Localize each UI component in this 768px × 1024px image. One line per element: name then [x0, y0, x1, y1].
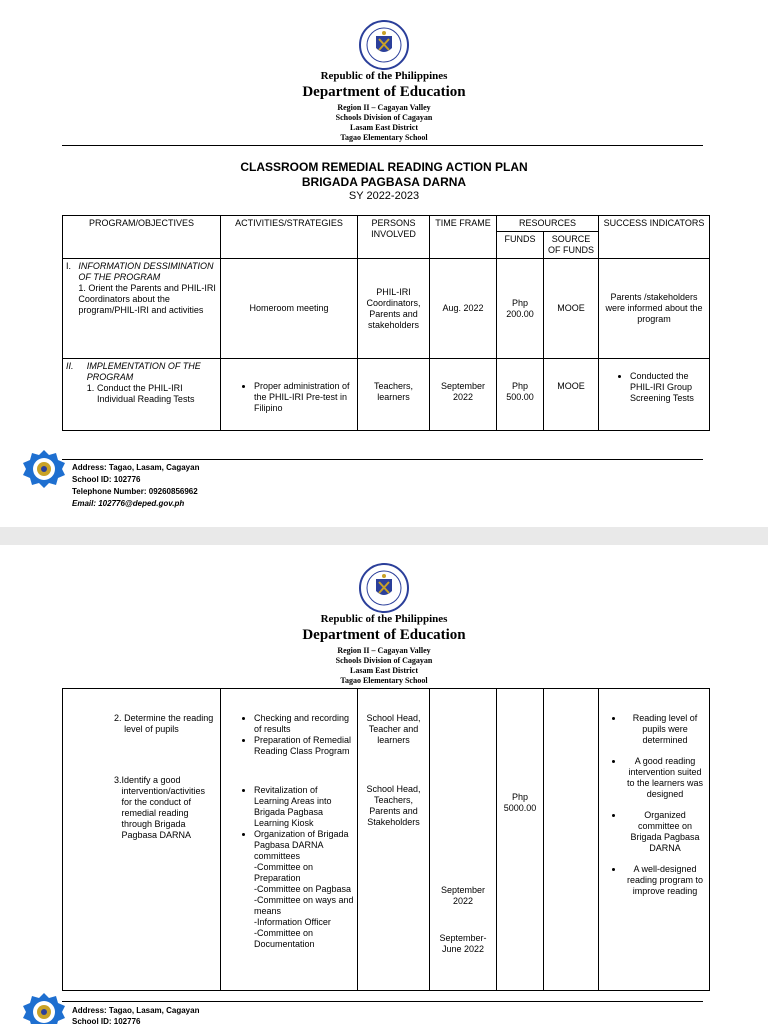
footer-phone: Telephone Number: 09260856962: [72, 487, 198, 496]
committee-item: -Committee on ways and means: [254, 895, 354, 916]
school-label: Tagao Elementary School: [340, 676, 428, 685]
program-cell: [63, 359, 221, 431]
committee-item: -Committee on Pagbasa: [254, 884, 352, 894]
footer-rule: [62, 459, 703, 460]
success-item: • A well-designed reading program to improve reading: [624, 864, 706, 897]
objective-text: 1. Orient the Parents and PHIL-IRI Coordinators about the program/PHIL-IRI and activities: [78, 283, 216, 315]
row-number: I.: [66, 261, 72, 271]
footer-rule: [62, 1001, 703, 1002]
plan-subtitle: BRIGADA PAGBASA DARNA: [301, 175, 467, 189]
region-label: Region II – Cagayan Valley: [337, 103, 431, 112]
program-cell: [63, 689, 221, 991]
objective-number: 3.: [114, 775, 122, 785]
region-label: Region II – Cagayan Valley: [337, 646, 431, 655]
objective-number: 2.: [114, 713, 122, 723]
persons-cell: PHIL-IRI Coordinators, Parents and stakeholders: [358, 259, 430, 359]
funds-cell: Php 500.00: [497, 359, 544, 431]
table-row: [63, 359, 710, 431]
persons-cell: Teachers, learners: [358, 359, 430, 431]
program-heading: INFORMATION DESSIMINATION OF THE PROGRAM: [78, 261, 214, 282]
source-cell: MOOE: [544, 259, 599, 359]
objective-text: Determine the reading level of pupils: [124, 713, 214, 734]
funds-cell: Php 200.00: [497, 259, 544, 359]
school-year: SY 2022-2023: [348, 190, 420, 202]
success-cell: [599, 359, 710, 431]
activity-text: Organization of Brigada Pagbasa DARNA committees: [254, 829, 349, 861]
republic-label: Republic of the Philippines: [320, 70, 448, 82]
division-label: Schools Division of Cagayan: [335, 113, 433, 122]
school-logo-icon: [22, 449, 66, 489]
time-text: September-June 2022: [439, 933, 487, 954]
success-cell: Parents /stakeholders were informed about the program: [599, 259, 710, 359]
footer-email: Email: 102776@deped.gov.ph: [72, 499, 185, 508]
activity-cell: [221, 689, 358, 991]
col-success: SUCCESS INDICATORS: [599, 216, 710, 259]
activity-item: • Revitalization of Learning Areas into Brigada Pagbasa Learning Kiosk: [254, 785, 354, 829]
action-plan-table-continued: [62, 688, 710, 991]
row-number: II.: [66, 361, 74, 371]
footer-address: Address: Tagao, Lasam, Cagayan: [72, 1006, 200, 1015]
col-time: TIME FRAME: [430, 216, 497, 259]
republic-label: Republic of the Philippines: [320, 613, 448, 625]
persons-text: School Head, Teacher and learners: [366, 713, 421, 745]
committee-item: -Committee on Documentation: [254, 928, 315, 949]
school-label: Tagao Elementary School: [340, 133, 428, 142]
activity-item: [254, 829, 354, 950]
time-cell: [430, 689, 497, 991]
district-label: Lasam East District: [350, 666, 418, 675]
time-cell: Aug. 2022: [430, 259, 497, 359]
col-source: SOURCE OF FUNDS: [544, 232, 599, 259]
source-cell: MOOE: [544, 359, 599, 431]
table-header-row: [63, 216, 710, 232]
objective-text: Identify a good intervention/activities for the conduct of remedial reading through Brigada Pagbasa DARNA: [121, 775, 206, 840]
success-item: • Conducted the PHIL-IRI Group Screening Tests: [630, 371, 706, 404]
table-row: [63, 259, 710, 359]
activity-cell: [221, 359, 358, 431]
activity-item: • Checking and recording of results: [254, 713, 354, 735]
committee-item: -Information Officer: [254, 917, 331, 927]
footer-school-id: School ID: 102776: [72, 1017, 141, 1024]
header-rule: [62, 145, 703, 146]
program-heading: IMPLEMENTATION OF THE PROGRAM: [86, 361, 201, 382]
activity-item: • Preparation of Remedial Reading Class Program: [254, 735, 354, 757]
time-cell: September 2022: [430, 359, 497, 431]
district-label: Lasam East District: [350, 123, 418, 132]
deped-seal-icon: [359, 20, 409, 70]
activity-cell: Homeroom meeting: [221, 259, 358, 359]
success-cell: [599, 689, 710, 991]
department-title: Department of Education: [302, 84, 466, 100]
program-cell: [63, 259, 221, 359]
department-title: Department of Education: [302, 627, 466, 643]
division-label: Schools Division of Cagayan: [335, 656, 433, 665]
deped-seal-icon: [359, 563, 409, 613]
funds-cell: Php 5000.00: [497, 689, 544, 991]
activity-item: • Proper administration of the PHIL-IRI Pre-test in Filipino: [254, 381, 354, 414]
success-item: • Reading level of pupils were determined: [624, 713, 706, 746]
persons-cell: [358, 689, 430, 991]
source-cell: [544, 689, 599, 991]
persons-text: School Head, Teachers, Parents and Stakeholders: [366, 784, 421, 827]
success-item: • Organized committee on Brigada Pagbasa DARNA: [624, 810, 706, 854]
footer-address: Address: Tagao, Lasam, Cagayan: [72, 463, 200, 472]
objective-number: 1.: [86, 383, 95, 393]
col-resources: RESOURCES: [497, 216, 599, 232]
col-activities: ACTIVITIES/STRATEGIES: [221, 216, 358, 259]
success-item: • A good reading intervention suited to the learners was designed: [624, 756, 706, 800]
objective-text: Conduct the PHIL-IRI Individual Reading Tests: [97, 383, 195, 404]
col-program: PROGRAM/OBJECTIVES: [63, 216, 221, 259]
school-logo-icon: [22, 992, 66, 1024]
action-plan-table: [62, 215, 710, 431]
footer-school-id: School ID: 102776: [72, 475, 141, 484]
table-row: [63, 689, 710, 991]
col-persons: PERSONS INVOLVED: [358, 216, 430, 259]
page-2: [0, 545, 768, 1024]
plan-title: CLASSROOM REMEDIAL READING ACTION PLAN: [240, 160, 528, 174]
time-text: September 2022: [440, 885, 486, 906]
committee-item: -Committee on Preparation: [254, 862, 314, 883]
col-funds: FUNDS: [497, 232, 544, 259]
